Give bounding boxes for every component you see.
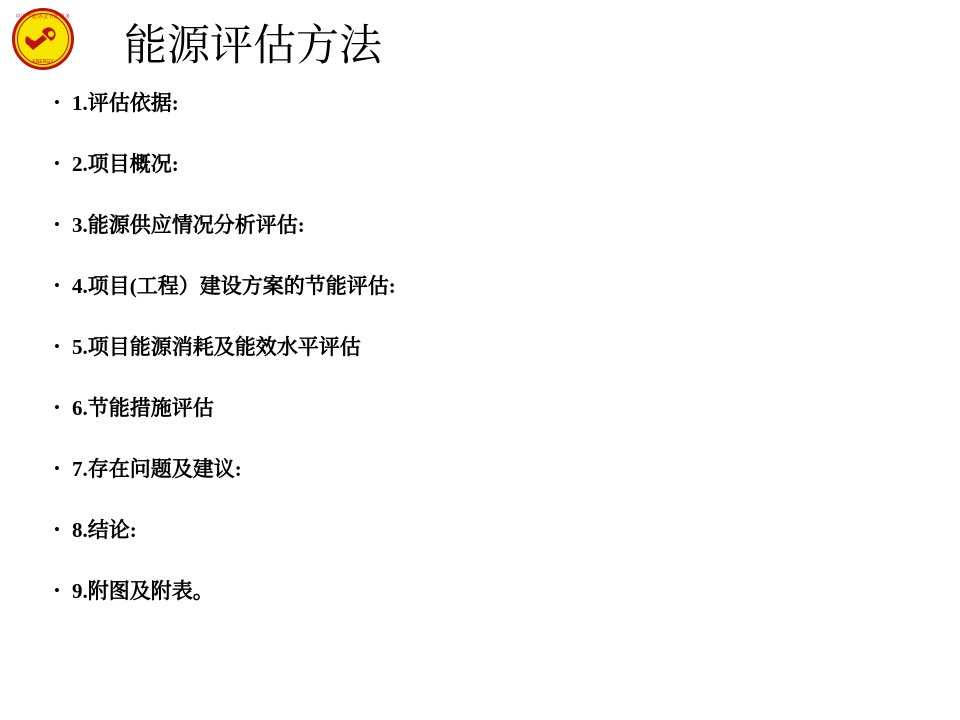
list-item-label: 5.项目能源消耗及能效水平评估 (72, 335, 361, 359)
list-item-label: 9.附图及附表。 (72, 579, 214, 603)
list-item (48, 332, 928, 393)
bullet-point-icon: • (54, 93, 60, 112)
bullet-point-icon: • (54, 276, 60, 295)
list-item (48, 393, 928, 454)
list-item-label: 2.项目概况: (72, 152, 179, 176)
bullet-point-icon: • (54, 581, 60, 600)
organization-seal-logo (12, 8, 74, 70)
bullet-point-icon: • (54, 154, 60, 173)
list-item (48, 515, 928, 576)
bullet-point-icon: • (54, 520, 60, 539)
list-item-label: 3.能源供应情况分析评估: (72, 213, 305, 237)
bullet-point-icon: • (54, 337, 60, 356)
list-item (48, 271, 928, 332)
bullet-point-icon: • (54, 459, 60, 478)
list-item-label: 8.结论: (72, 518, 137, 542)
list-item (48, 576, 928, 637)
list-item-label: 6.节能措施评估 (72, 396, 214, 420)
list-item (48, 149, 928, 210)
list-item (48, 88, 928, 149)
list-item-label: 7.存在问题及建议: (72, 457, 242, 481)
list-item-label: 1.评估依据: (72, 91, 179, 115)
bullet-list (48, 88, 928, 637)
seal-top-text: 中国节能协会节能服务 (15, 14, 71, 20)
bullet-point-icon: • (54, 215, 60, 234)
wrench-icon (25, 26, 61, 52)
list-item (48, 454, 928, 515)
page-title: 能源评估方法 (124, 23, 382, 70)
list-item-label: 4.项目(工程）建设方案的节能评估: (72, 274, 396, 298)
bullet-point-icon: • (54, 398, 60, 417)
seal-bottom-text: ENERGY (32, 59, 54, 65)
list-item (48, 210, 928, 271)
